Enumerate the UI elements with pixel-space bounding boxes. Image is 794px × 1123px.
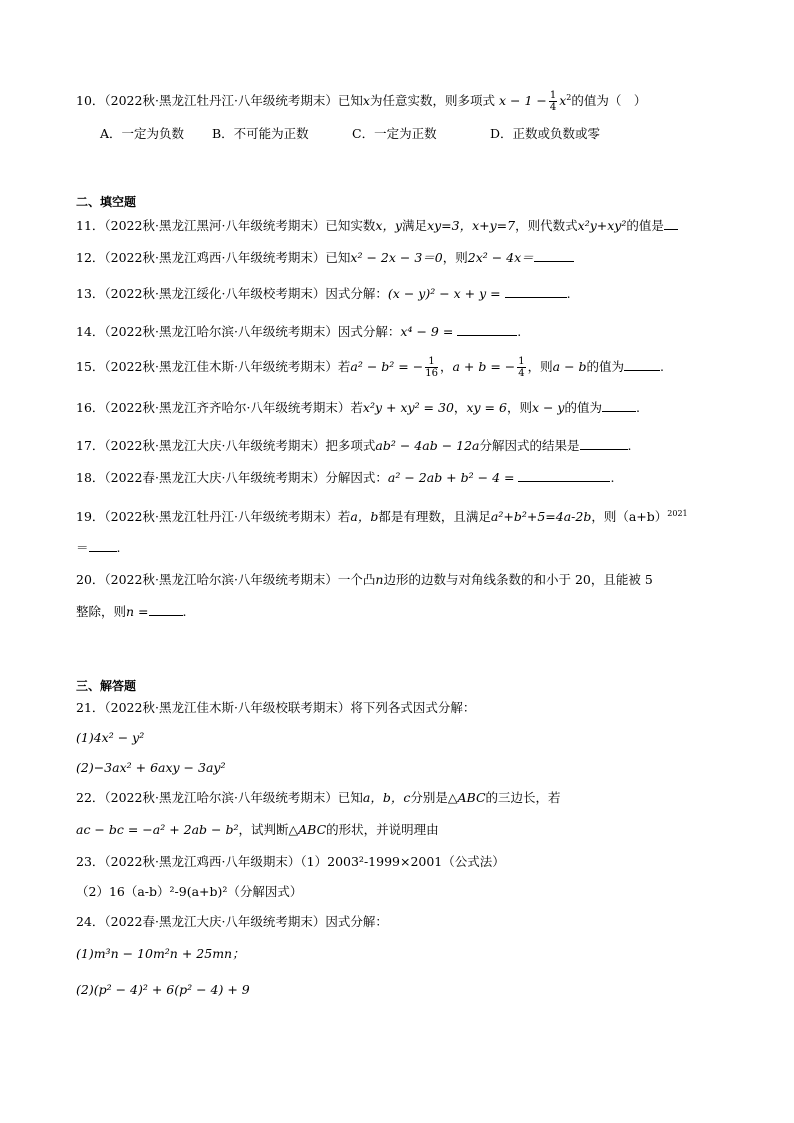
answer-blank[interactable] [457,323,517,336]
option-b[interactable]: B．不可能为正数 [212,126,309,141]
answer-blank[interactable] [534,249,574,262]
question-24: 24．（2022春·黑龙江大庆·八年级统考期末）因式分解： [76,914,388,929]
question-19: 19．（2022秋·黑龙江牡丹江·八年级统考期末）若a，b都是有理数，且满足a²+b²+5=4a-2b，则$(a+b)^{2021}$ [76,509,688,525]
option-a[interactable]: A．一定为负数 [100,126,185,141]
question-10: 10．（2022秋·黑龙江牡丹江·八年级统考期末）已知x为任意实数，则多项式 x − 1 − $\frac{1}{4}$ $x^2$的值为（ ） [76,90,647,114]
option-d[interactable]: D．正数或负数或零 [490,126,601,141]
question-20-cont: 整除，则n = . [76,604,187,619]
answer-blank[interactable] [505,285,567,298]
question-24-part-1: (1)m³n − 10m²n + 25mn； [76,946,245,961]
question-17: 17．（2022秋·黑龙江大庆·八年级统考期末）把多项式ab² − 4ab − 12a分解因式的结果是 . [76,438,632,453]
question-24-part-2: (2)(p² − 4)² + 6(p² − 4) + 9 [76,982,250,997]
answer-blank[interactable] [664,217,678,230]
fraction: $\frac{1}{4}$ [549,90,557,114]
question-14: 14．（2022秋·黑龙江哈尔滨·八年级统考期末）因式分解：x⁴ − 9 = . [76,324,522,339]
question-16: 16．（2022秋·黑龙江齐齐哈尔·八年级统考期末）若x²y + xy² = 30，xy = 6，则x − y的值为 . [76,400,640,415]
question-15: 15．（2022秋·黑龙江佳木斯·八年级统考期末）若a² − b² = − $\frac{1}{16}$ ，a + b = − $\frac{1}{4}$ ，则a − b的值为 . [76,356,665,379]
fraction: $\frac{1}{16}$ [425,356,438,379]
question-22: 22．（2022秋·黑龙江哈尔滨·八年级统考期末）已知a，b，c分别是△ABC的三边长，若 [76,790,561,805]
question-18: 18．（2022春·黑龙江大庆·八年级统考期末）分解因式：a² − 2ab + b² − 4 = . [76,470,615,485]
question-13: 13．（2022秋·黑龙江绥化·八年级校考期末）因式分解：(x − y)² − x + y = . [76,286,571,301]
question-10-options [100,124,600,142]
question-22-cont: ac − bc = −a² + 2ab − b²，试判断△ABC的形状，并说明理由 [76,822,439,837]
answer-blank[interactable] [518,469,610,482]
question-11: 11．（2022秋·黑龙江黑河·八年级统考期末）已知实数x，y满足xy=3，x+y=7，则代数式x²y+xy²的值是 [76,216,734,236]
question-23-part-2: （2）16（a-b）²-9(a+b)²（分解因式） [76,884,303,899]
answer-blank[interactable] [89,539,117,552]
answer-blank[interactable] [624,358,660,371]
question-23: 23．（2022秋·黑龙江鸡西·八年级期末）（1）2003²-1999×2001（公式法） [76,854,505,869]
question-20: 20．（2022秋·黑龙江哈尔滨·八年级统考期末）一个凸n边形的边数与对角线条数的和小于 20，且能被 5 [76,572,653,587]
question-21-part-1: (1)4x² − y² [76,730,145,745]
section-fill-in-heading: 二、填空题 [76,195,137,209]
answer-blank[interactable] [580,437,628,450]
fraction: $\frac{1}{4}$ [518,356,525,379]
section-answer-heading: 三、解答题 [76,679,137,693]
question-21-part-2: (2)−3ax² + 6axy − 3ay² [76,760,226,775]
question-21: 21．（2022秋·黑龙江佳木斯·八年级校联考期末）将下列各式因式分解： [76,700,476,715]
question-12: 12．（2022秋·黑龙江鸡西·八年级统考期末）已知x² − 2x − 3＝0，则2x² − 4x＝ [76,248,734,268]
option-c[interactable]: C．一定为正数 [352,126,437,141]
answer-blank[interactable] [602,399,636,412]
question-19-cont: ＝ . [76,540,121,555]
answer-blank[interactable] [149,603,183,616]
